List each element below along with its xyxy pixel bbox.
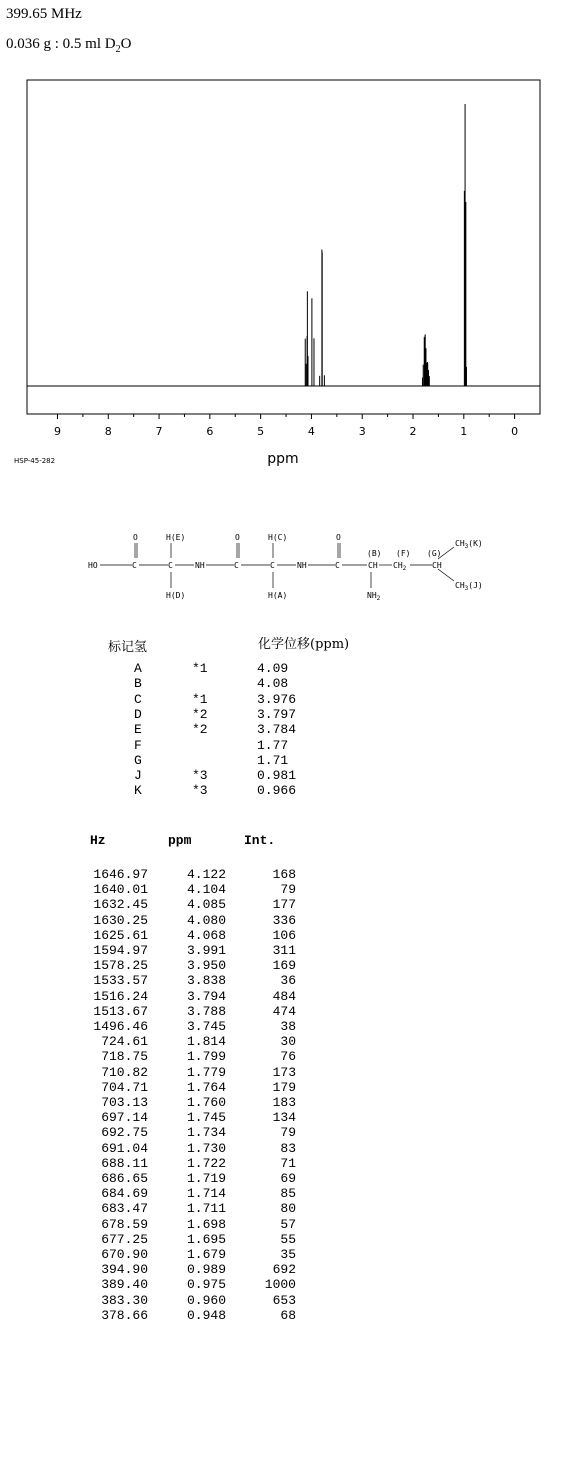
- peak-ppm: 0.960: [186, 1292, 226, 1308]
- peak-intensity: 336: [272, 912, 296, 928]
- structure-oxygen-2: O: [235, 533, 240, 542]
- assignment-ppm: 3.797: [257, 706, 297, 722]
- table-row: [74, 1171, 296, 1186]
- peak-ppm: 3.838: [186, 973, 226, 989]
- peak-ppm: 1.722: [186, 1155, 226, 1171]
- peak-hz: 383.30: [101, 1292, 148, 1308]
- table-row: [74, 867, 296, 882]
- peak-intensity: 173: [272, 1064, 296, 1080]
- peak-ppm: 1.730: [186, 1140, 226, 1156]
- structure-h-c: H(C): [268, 533, 288, 542]
- assignment-ppm: 3.784: [257, 722, 297, 738]
- peak-intensity: 474: [272, 1003, 296, 1019]
- peak-hz: 688.11: [101, 1155, 148, 1171]
- x-axis-ticks: [54, 414, 518, 438]
- structure-c5: C: [335, 561, 340, 570]
- structure-label-b: (B): [367, 549, 382, 558]
- peak-ppm: 1.698: [186, 1216, 226, 1232]
- assignment-header-shift: 化学位移(ppm): [258, 637, 350, 652]
- peak-hz: 1646.97: [93, 867, 148, 882]
- peak-intensity: 79: [280, 882, 296, 898]
- table-row: [74, 928, 296, 943]
- table-row: [74, 1004, 296, 1019]
- peak-intensity: 1000: [264, 1277, 296, 1293]
- assignment-note: *2: [192, 706, 208, 722]
- table-row: [74, 943, 296, 958]
- peak-intensity: 68: [280, 1307, 296, 1323]
- spectrometer-frequency: 399.65 MHz: [6, 6, 82, 22]
- table-row: [74, 1293, 296, 1308]
- plot-frame: [27, 80, 540, 414]
- peak-hz: 703.13: [101, 1095, 148, 1111]
- peak-ppm: 0.975: [186, 1277, 226, 1293]
- peak-intensity: 55: [280, 1231, 296, 1247]
- peak-intensity: 311: [272, 943, 296, 959]
- structure-h-a: H(A): [268, 591, 288, 600]
- x-axis-tick-label: 0: [511, 425, 519, 438]
- peak-hz: 691.04: [101, 1140, 148, 1156]
- table-row: [74, 1095, 296, 1110]
- peak-intensity: 36: [280, 973, 296, 989]
- structure-oxygen-3: O: [336, 533, 341, 542]
- table-row: [74, 1080, 296, 1095]
- peak-intensity: 71: [280, 1155, 296, 1171]
- assignment-note: *1: [192, 661, 208, 676]
- structure-c4: C: [270, 561, 275, 570]
- peak-table: [74, 867, 296, 1323]
- assignment-label: J: [134, 768, 142, 784]
- x-axis-label: ppm: [267, 451, 299, 467]
- molecule-structure: [80, 528, 520, 610]
- peak-hz: 678.59: [101, 1216, 148, 1232]
- peak-intensity: 85: [280, 1186, 296, 1202]
- peak-intensity: 179: [272, 1079, 296, 1095]
- table-row: [74, 1277, 296, 1292]
- structure-label-f: (F): [396, 549, 411, 558]
- peak-intensity: 76: [280, 1049, 296, 1065]
- peak-ppm: 1.779: [186, 1064, 226, 1080]
- peak-hz: 677.25: [101, 1231, 148, 1247]
- peak-intensity: 168: [272, 867, 296, 882]
- structure-c3: C: [234, 561, 239, 570]
- peak-intensity: 69: [280, 1171, 296, 1187]
- peak-hz: 697.14: [101, 1110, 148, 1126]
- table-row: [74, 913, 296, 928]
- table-row: [74, 1125, 296, 1140]
- peak-ppm: 4.104: [186, 882, 226, 898]
- peak-intensity: 57: [280, 1216, 296, 1232]
- sample-subscript: 2: [115, 44, 121, 55]
- peak-ppm: 1.719: [186, 1171, 226, 1187]
- table-row: [74, 989, 296, 1004]
- peak-hz: 684.69: [101, 1186, 148, 1202]
- table-row: [74, 958, 296, 973]
- table-row: [74, 1019, 296, 1034]
- peak-header-hz: Hz: [90, 833, 106, 848]
- peak-ppm: 3.794: [186, 988, 226, 1004]
- peak-hz: 1533.57: [93, 973, 148, 989]
- peak-ppm: 3.991: [186, 943, 226, 959]
- peak-ppm: 1.679: [186, 1247, 226, 1263]
- x-axis-tick-label: 6: [206, 425, 214, 438]
- peak-ppm: 4.068: [186, 927, 226, 943]
- peak-intensity: 35: [280, 1247, 296, 1263]
- table-row: [74, 1049, 296, 1064]
- assignment-ppm: 0.981: [257, 768, 297, 784]
- peak-ppm: 4.080: [186, 912, 226, 928]
- structure-ho: HO: [88, 561, 98, 570]
- table-row: [74, 1262, 296, 1277]
- structure-nh-1: NH: [195, 561, 205, 570]
- structure-nh-2: NH: [297, 561, 307, 570]
- peak-hz: 389.40: [101, 1277, 148, 1293]
- peak-ppm: 1.745: [186, 1110, 226, 1126]
- table-row: [74, 882, 296, 897]
- table-row: [74, 1232, 296, 1247]
- table-row: [74, 1201, 296, 1216]
- sample-description: [6, 36, 131, 55]
- peak-ppm: 0.989: [186, 1262, 226, 1278]
- peak-hz: 1630.25: [93, 912, 148, 928]
- structure-ch2: $CH_2$: [393, 561, 407, 572]
- assignment-note: *2: [192, 722, 208, 738]
- table-row: [74, 1065, 296, 1080]
- assignment-label: F: [134, 737, 142, 753]
- structure-ch-g: CH: [432, 561, 442, 570]
- table-row: [74, 1141, 296, 1156]
- peak-hz: 670.90: [101, 1247, 148, 1263]
- structure-c2: C: [168, 561, 173, 570]
- structure-nh2: $NH_2$: [367, 591, 381, 602]
- sample-suffix: O: [120, 36, 132, 52]
- peak-intensity: 79: [280, 1125, 296, 1141]
- peak-hz: 718.75: [101, 1049, 148, 1065]
- table-row: [74, 1186, 296, 1201]
- x-axis-tick-label: 7: [155, 425, 163, 438]
- assignment-note: *3: [192, 768, 208, 784]
- x-axis-tick-label: 3: [358, 425, 366, 438]
- peak-hz: 704.71: [101, 1079, 148, 1095]
- assignment-ppm: 0.966: [257, 783, 297, 799]
- table-row: [74, 1247, 296, 1262]
- table-row: [74, 1034, 296, 1049]
- peak-ppm: 3.745: [186, 1019, 226, 1035]
- peak-ppm: 1.734: [186, 1125, 226, 1141]
- x-axis-tick-label: 9: [53, 425, 61, 438]
- peak-hz: 724.61: [101, 1034, 148, 1050]
- assignment-label: B: [134, 676, 142, 692]
- peak-ppm: 4.085: [186, 897, 226, 913]
- peak-ppm: 1.764: [186, 1079, 226, 1095]
- table-row: [74, 1308, 296, 1323]
- peak-intensity: 134: [272, 1110, 296, 1126]
- peak-hz: 1516.24: [93, 988, 148, 1004]
- peak-hz: 1513.67: [93, 1003, 148, 1019]
- structure-oxygen-1: O: [133, 533, 138, 542]
- x-axis-tick-label: 4: [307, 425, 315, 438]
- peak-intensity: 183: [272, 1095, 296, 1111]
- peak-ppm: 3.788: [186, 1003, 226, 1019]
- assignment-ppm: 1.71: [257, 752, 289, 768]
- peak-intensity: 692: [272, 1262, 296, 1278]
- table-row: [74, 973, 296, 988]
- peak-ppm: 1.814: [186, 1034, 226, 1050]
- peak-intensity: 177: [272, 897, 296, 913]
- x-axis-tick-label: 8: [104, 425, 112, 438]
- assignment-label: D: [134, 706, 142, 722]
- table-row: [74, 897, 296, 912]
- structure-h-e: H(E): [166, 533, 186, 542]
- peak-hz: 378.66: [101, 1307, 148, 1323]
- structure-label-g: (G): [427, 549, 442, 558]
- sample-prefix: 0.036 g : 0.5 ml D: [6, 36, 116, 52]
- assignment-ppm: 3.976: [257, 691, 297, 707]
- peak-intensity: 38: [280, 1019, 296, 1035]
- peak-header-ppm: ppm: [168, 833, 192, 848]
- peak-intensity: 484: [272, 988, 296, 1004]
- peak-hz: 1632.45: [93, 897, 148, 913]
- peak-intensity: 83: [280, 1140, 296, 1156]
- peak-hz: 686.65: [101, 1171, 148, 1187]
- peak-layer: [305, 104, 466, 386]
- assignment-label: K: [134, 783, 142, 799]
- table-row: [74, 1110, 296, 1125]
- assignment-note: *1: [192, 691, 208, 707]
- peak-hz: 692.75: [101, 1125, 148, 1141]
- x-axis-tick-label: 5: [257, 425, 265, 438]
- structure-methyl-k: $CH_3(K)$: [455, 539, 483, 550]
- structure-methyl-j: $CH_3(J)$: [455, 581, 483, 592]
- peak-hz: 1640.01: [93, 882, 148, 898]
- x-axis-tick-label: 1: [460, 425, 468, 438]
- structure-h-d: H(D): [166, 591, 186, 600]
- peak-ppm: 0.948: [186, 1307, 226, 1323]
- peak-intensity: 653: [272, 1292, 296, 1308]
- nmr-spectrum-chart: [0, 70, 570, 470]
- peak-intensity: 30: [280, 1034, 296, 1050]
- structure-ch-b: CH: [368, 561, 378, 570]
- peak-ppm: 1.711: [186, 1201, 226, 1217]
- peak-ppm: 4.122: [186, 867, 226, 882]
- peak-hz: 710.82: [101, 1064, 148, 1080]
- assignment-ppm: 1.77: [257, 737, 289, 753]
- peak-header-int: Int.: [244, 833, 276, 848]
- peak-hz: 1578.25: [93, 958, 148, 974]
- peak-ppm: 1.799: [186, 1049, 226, 1065]
- peak-ppm: 1.714: [186, 1186, 226, 1202]
- peak-hz: 394.90: [101, 1262, 148, 1278]
- assignment-ppm: 4.09: [257, 661, 289, 676]
- structure-c1: C: [132, 561, 137, 570]
- peak-hz: 1594.97: [93, 943, 148, 959]
- peak-hz: 1625.61: [93, 927, 148, 943]
- peak-ppm: 1.760: [186, 1095, 226, 1111]
- peak-ppm: 1.695: [186, 1231, 226, 1247]
- assignment-label: A: [134, 661, 142, 676]
- table-row: [74, 1217, 296, 1232]
- x-axis-tick-label: 2: [409, 425, 417, 438]
- assignment-label: G: [134, 752, 142, 768]
- peak-intensity: 169: [272, 958, 296, 974]
- peak-hz: 1496.46: [93, 1019, 148, 1035]
- spectrum-id: HSP-45-282: [14, 457, 56, 465]
- table-row: [74, 1156, 296, 1171]
- assignment-note: *3: [192, 783, 208, 799]
- peak-ppm: 3.950: [186, 958, 226, 974]
- peak-intensity: 106: [272, 927, 296, 943]
- assignment-label: C: [134, 691, 142, 707]
- peak-intensity: 80: [280, 1201, 296, 1217]
- assignment-header-label: 标记氢: [108, 640, 148, 655]
- assignment-ppm: 4.08: [257, 676, 289, 692]
- assignment-label: E: [134, 722, 142, 738]
- peak-hz: 683.47: [101, 1201, 148, 1217]
